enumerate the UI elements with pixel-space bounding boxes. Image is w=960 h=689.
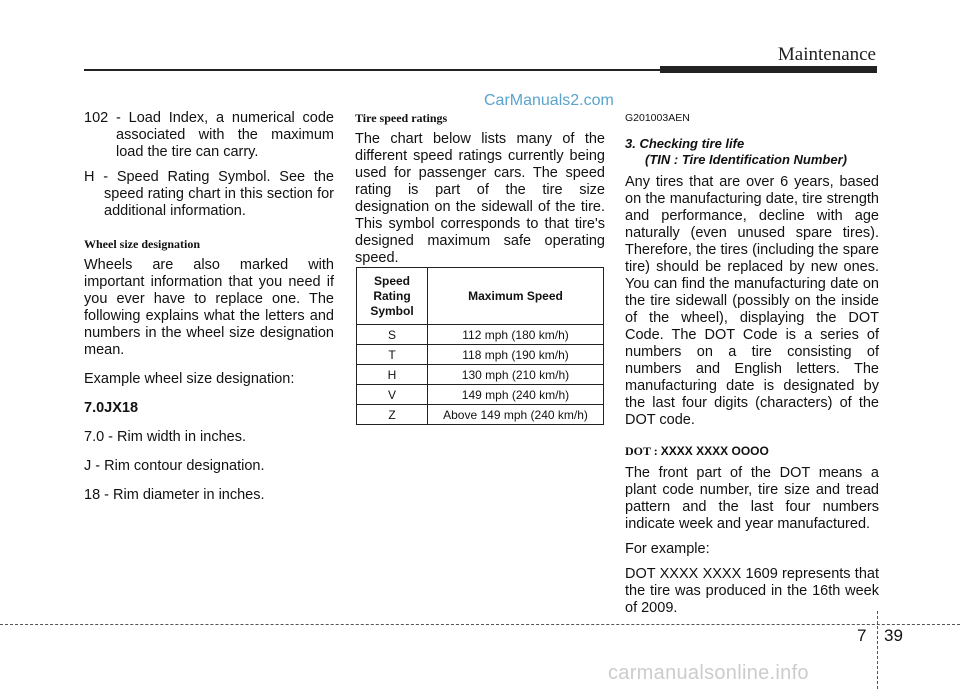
dot-code: XXXX XXXX OOOO — [660, 444, 769, 458]
table-cell: Above 149 mph (240 km/h) — [428, 405, 604, 425]
table-cell: H — [357, 365, 428, 385]
table-cell: 118 mph (190 km/h) — [428, 345, 604, 365]
header-rule-thick — [660, 66, 877, 73]
table-cell: 112 mph (180 km/h) — [428, 325, 604, 345]
page-number: 39 — [884, 626, 903, 645]
speed-ratings-text: The chart below lists many of the different speed ratings currently being used for passenger cars. The speed rating is part of the tire size designation on the sidewall of the tire. This symbol corresponds to that tire's designed maximum safe operating speed. — [355, 131, 605, 266]
table-cell: V — [357, 385, 428, 405]
table-row — [357, 345, 604, 365]
table-row — [357, 385, 604, 405]
load-index-item: 102 - Load Index, a numerical code associated with the maximum load the tire can carry. — [84, 110, 334, 160]
detail-rim-width: 7.0 - Rim width in inches. — [84, 429, 246, 445]
column-right — [625, 110, 879, 617]
table-cell: T — [357, 345, 428, 365]
speed-symbol-item: H - Speed Rating Symbol. See the speed rating chart in this section for additional information. — [84, 169, 334, 219]
table-row — [357, 405, 604, 425]
column-middle — [355, 110, 605, 267]
table-cell: Z — [357, 405, 428, 425]
footer-watermark[interactable]: carmanualsonline.info — [608, 662, 809, 684]
column-left — [84, 110, 334, 504]
table-cell: 130 mph (210 km/h) — [428, 365, 604, 385]
example-label-right: For example: — [625, 541, 710, 557]
tire-life-title: 3. Checking tire life — [625, 136, 745, 151]
speed-ratings-heading: Tire speed ratings — [355, 111, 448, 125]
chapter-number: 7 — [857, 626, 867, 645]
table-row — [357, 365, 604, 385]
table-header-row — [357, 268, 604, 325]
section-code: G201003AEN — [625, 112, 690, 124]
table-row — [357, 325, 604, 345]
dot-code-line — [625, 443, 879, 460]
dot-explanation: The front part of the DOT means a plant code number, tire size and tread pattern and the last four numbers indicate week and year manufactured. — [625, 465, 879, 532]
table-header-speed: Maximum Speed — [428, 268, 604, 325]
tire-life-text: Any tires that are over 6 years, based on the manufacturing date, tire strength and performance, decline with age naturally (even unused spare tires). Therefore, the tires (including the spare tire) should be replaced by new ones. You can find the manufacturing date on the tire sidewall (possibly on the inside of the wheel), displaying the DOT Code. The DOT Code is a series of numbers on a tire consisting of numbers and English letters. The manufacturing date is designated by the last four digits (characters) of the DOT code. — [625, 174, 879, 428]
table-cell: S — [357, 325, 428, 345]
detail-rim-contour: J - Rim contour designation. — [84, 458, 265, 474]
footer-rule — [0, 624, 960, 625]
speed-rating-table — [356, 267, 604, 425]
wheel-size-heading: Wheel size designation — [84, 237, 200, 251]
wheel-size-text: Wheels are also marked with important information that you need if you ever have to replace one. The following explains what the letters and numbers in the wheel size designation mean. — [84, 257, 334, 358]
example-label: Example wheel size designation: — [84, 371, 295, 387]
header-rule — [84, 69, 660, 71]
example-code: 7.0JX18 — [84, 400, 139, 416]
section-title: Maintenance — [777, 44, 876, 65]
dot-prefix: DOT : — [625, 444, 658, 458]
watermark[interactable]: CarManuals2.com — [484, 92, 614, 109]
footer-divider — [877, 611, 878, 689]
table-cell: 149 mph (240 km/h) — [428, 385, 604, 405]
tire-life-subtitle: (TIN : Tire Identification Number) — [645, 152, 847, 167]
dot-example: DOT XXXX XXXX 1609 represents that the tire was produced in the 16th week of 2009. — [625, 566, 879, 616]
detail-rim-diameter: 18 - Rim diameter in inches. — [84, 487, 265, 503]
table-header-symbol: Speed Rating Symbol — [357, 268, 428, 325]
